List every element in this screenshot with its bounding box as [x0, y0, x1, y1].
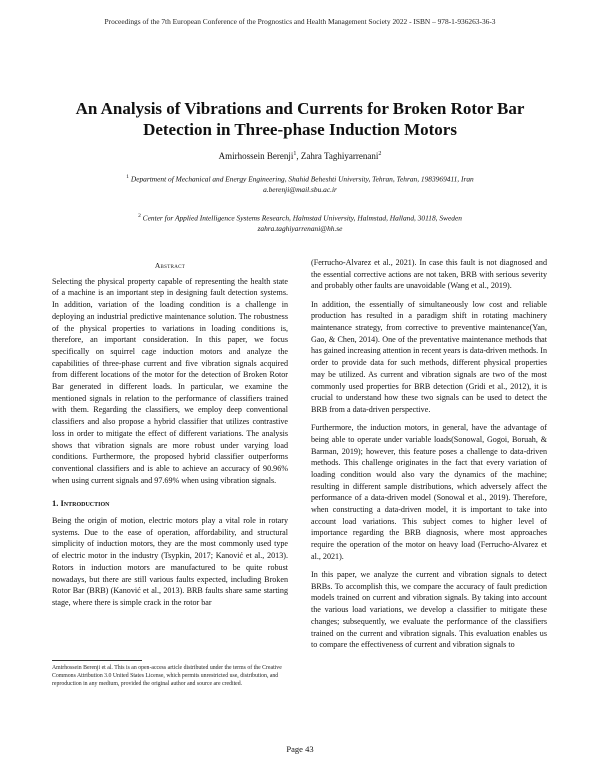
body-paragraph: (Ferrucho-Alvarez et al., 2021). In case this fault is not diagnosed and the essential corrective actions are not taken, BRB with serious severity and probably other faults are unavoidable (Wang et al., 2019).	[311, 258, 547, 291]
author-list	[0, 151, 600, 161]
author-mark: 1	[293, 151, 297, 157]
abstract-heading-text: Abstract	[154, 261, 186, 270]
running-head: Proceedings of the 7th European Conference of the Prognostics and Health Management Society 2022 - ISBN – 978-1-936263-36-3	[104, 17, 496, 26]
body-paragraph: In addition, the essentially of simultaneously low cost and reliable production has resulted in a paradigm shift in rotating machinery maintenance strategy, from corrective to preventive maintenance(Yan, Gao, & Chen, 2014). One of the preventative maintenance methods that has gained increasing attention in recent years is data-driven methods. In order to provide data for such methods, different physical properties may be utilized. As current and vibration signals are two of the most commonly used properties for BRB detection (Gridi et al., 2012), it is crucial to understand how these two signals can be used to detect the BRB from a data-driven perspective.	[311, 299, 547, 414]
author-name: Amirhossein Berenji	[218, 151, 294, 161]
abstract-text: Selecting the physical property capable of representing the health state of a machine is an important step in designing fault detection systems. In addition, variation of the loading condition is a challenge in deploying an industrial predictive maintenance solution. The robustness of the physical properties to variations in loading conditions is, therefore, an important consideration. In this paper, we focus specifically on squirrel cage induction motors and analyze the capabilities of three-phase current and five vibration signals acquired from different locations of the motor for the detection of Broken Rotor Bar generated in different loads. In particular, we examine the mentioned signals in relation to the performance of classifiers trained with them. Regarding the classifiers, we employ deep conventional classifiers and also propose a hybrid classifier that utilizes contrastive loss in order to mitigate the effect of different variations. The analysis shows that vibration signals are more robust under varying load conditions. Furthermore, the proposed hybrid classifier outperforms conventional classifiers and is able to achieve an accuracy of 90.96% when using current signals and 97.69% when using vibration signals.	[52, 276, 288, 485]
license-footnote: Amirhossein Berenji et al. This is an open-access article distributed under the terms of the Creative Commons Attribution 3.0 United States License, which permits unrestricted use, distribution, and reproduction in any medium, provided the original author and source are credited.	[52, 665, 282, 687]
intro-paragraph: Being the origin of motion, electric motors play a vital role in rotary systems. Due to the ease of operation, affordability, and structural simplicity of induction motors, they are the most commonly used type of electric motor in the industry (Tsypkin, 2017; Kanović et al., 2013). Rotors in induction motors are manufactured to be quite robust nowadays, but there are still various faults expected, including Broken Rotor Bar (BRB) (Kanović et al., 2013). BRB faults share same starting stage, where there is simple crack in the rotor bar	[52, 516, 288, 607]
affiliation	[60, 211, 540, 234]
author-separator: ,	[296, 151, 301, 161]
affiliation-text: Department of Mechanical and Energy Engineering, Shahid Beheshti University, Tehran, Tehran, 1983969411, Iran	[130, 174, 474, 184]
author-email[interactable]: zahra.taghiyarrenani@hh.se	[257, 224, 343, 234]
footnote-divider	[52, 660, 142, 661]
body-paragraph: Furthermore, the induction motors, in general, have the advantage of being able to operate under variable loads(Sonowal, Gogoi, Boruah, & Barman, 2019); however, this feature poses a challenge to data-driven methods. This challenge originates in the fact that every variation of loading condition would also vary the dynamics of the machine; resulting in different sample distributions, which adversely affect the performance of a data-driven model (Sonowal et al., 2019). Therefore, when constructing a data-driven model, it is important to take into account load variations. This subject comes to higher level of importance regarding the BRB diagnosis, where most approaches require the operation of the motor on heavy load (Ferrucho-Alvarez et al., 2021).	[311, 423, 547, 561]
affiliation	[60, 172, 540, 195]
affiliation-mark: 1	[126, 174, 129, 180]
body-paragraph: In this paper, we analyze the current and vibration signals to detect BRBs. To accomplish this, we compare the accuracy of fault prediction models trained on current and vibration signals. By taking into account the various load variations, we develop a classifier to mitigate these changes; subsequently, we evaluate the performance of the classifiers trained on the current and vibration signals. This evaluation enables us to compare the effectiveness of current and vibration signals to	[311, 570, 547, 650]
section-heading-text: 1. Introduction	[52, 498, 110, 509]
author-name: Zahra Taghiyarrenani	[300, 151, 379, 161]
right-column	[311, 257, 547, 658]
page-number: Page 43	[286, 744, 314, 754]
paper-title: An Analysis of Vibrations and Currents for Broken Rotor Bar Detection in Three-phase Induction Motors	[75, 99, 525, 139]
affiliation-mark: 2	[138, 213, 141, 219]
author-email[interactable]: a.berenji@mail.sbu.ac.ir	[263, 185, 337, 195]
affiliation-text: Center for Applied Intelligence Systems Research, Halmstad University, Halmstad, Halland, 30118, Sweden	[142, 213, 462, 223]
left-column	[52, 255, 288, 615]
section-heading	[52, 498, 288, 510]
abstract-heading	[52, 260, 288, 272]
author-mark: 2	[378, 151, 382, 157]
